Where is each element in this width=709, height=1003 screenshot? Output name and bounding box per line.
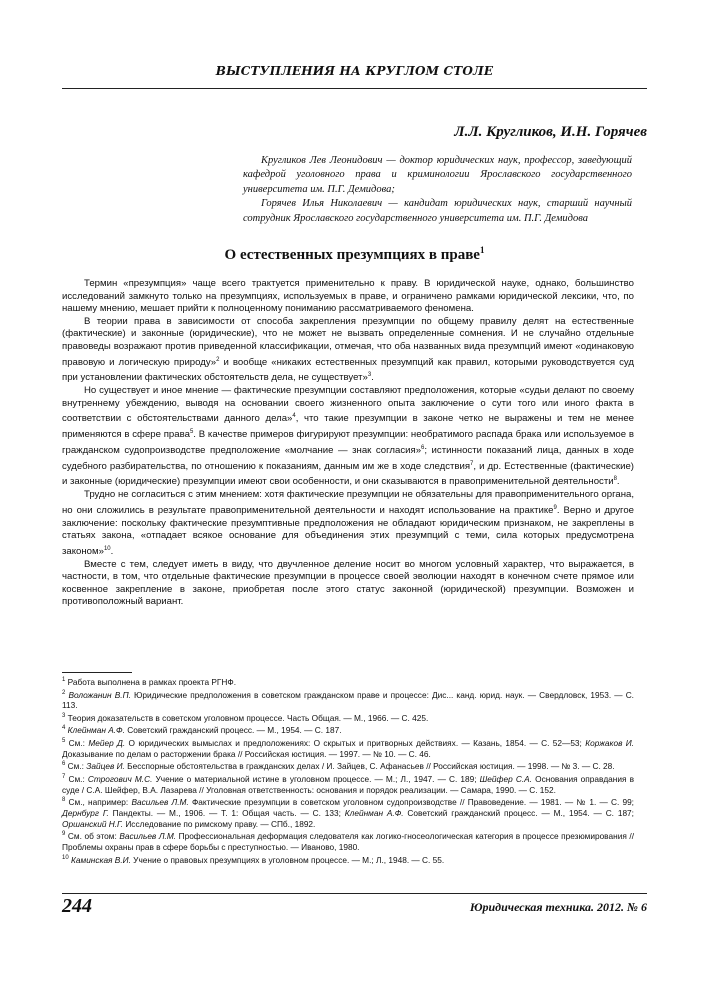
footnotes bbox=[62, 675, 634, 865]
paragraph-4: Трудно не согласиться с этим мнением: хотя фактические презумпции не обязательны для правоприменительного органа, но они сложились в результате правоприменительной деятельности и находят использование на практике$^9$. Верно и другое заключение: поскольку фактические презумптивные предположения не обладают юридическим признаком, не закреплены в статьях закона, «отпадает всякое основание для объединения этих презумпций с теми, сила которых предусмотрена законом»$^{10}$. bbox=[62, 489, 635, 557]
affiliation-kruglikov: Кругликов Лев Леонидович — доктор юридических наук, профессор, заведующий кафедрой уголовного права и криминологии Ярославского государственного университета им. П.Г. Демидова; bbox=[243, 155, 632, 195]
header-rule bbox=[62, 88, 647, 89]
paragraph-5: Вместе с тем, следует иметь в виду, что двучленное деление носит во многом условный характер, что выражается, в частности, в том, что отдельные фактические презумпции в процессе своей эволюции находят в конечном счете прямое или косвенное закрепление в законе, приобретая после этого статус законной (юридической) презумпции. Возможен и противоположный вариант. bbox=[62, 558, 634, 608]
footnote-3: $^3$ Теория доказательств в советском уголовном процессе. Часть Общая. — М., 1966. — С. 425. bbox=[62, 712, 429, 723]
footnote-9: $^9$ См. об этом: Васильев Л.М. Профессиональная деформация следователя как логико-гносеологическая категория в процессе презюмирования // Проблемы охраны прав в сфере борьбы с преступностью. — Иваново, 1980. bbox=[62, 831, 634, 853]
footnote-1: $^1$ Работа выполнена в рамках проекта РГНФ. bbox=[62, 676, 237, 687]
author-affiliations bbox=[243, 154, 632, 226]
footnote-5: $^5$ См.: Мейер Д. О юридических вымыслах и предположениях: О скрытых и притворных действиях. — Казань, 1854. — С. 52—53; Коржаков И. Доказывание по делам о расторжении брака // Российская юстиция. — 1997. — № 10. — С. 46. bbox=[62, 737, 634, 759]
title-footnote-ref: 1 bbox=[479, 245, 485, 255]
footnote-rule bbox=[62, 672, 132, 673]
footnote-4: $^4$ Клейнман А.Ф. Советский гражданский процесс. — М., 1954. — С. 187. bbox=[62, 725, 342, 736]
paragraph-1: Термин «презумпция» чаще всего трактуется применительно к праву. В юридической науке, однако, большинство исследований замкнуто только на презумпциях, используемых в праве, и ограничено рамками юридической лексики, что, по нашему мнению, мешает прийти к полноценному пониманию рассматриваемого феномена. bbox=[62, 278, 634, 315]
journal-citation: Юридическая техника. 2012. № 6 bbox=[469, 900, 647, 914]
footnote-10: $^{10}$ Каминская В.И. Учение о правовых презумпциях в уголовном процессе. — М.; Л., 1948. — С. 55. bbox=[62, 854, 445, 865]
title-text: О естественных презумпциях в праве bbox=[224, 247, 480, 263]
running-header: ВЫСТУПЛЕНИЯ НА КРУГЛОМ СТОЛЕ bbox=[215, 64, 494, 78]
paragraph-3: Но существует и иное мнение — фактические презумпции составляют предположения, которые «судьи делают по своему внутреннему убеждению, выводя на основании своего жизненного опыта заключение о сути того или иного факта в соответствии с обстоятельствами данного дела»$^4$, что такие презумпции в законе четко не выражены и тем не менее применяются в сфере права$^5$. В качестве примеров фигурируют презумпции: необратимого распада брака или используемое в гражданском судопроизводстве предположение «молчание — знак согласия»$^6$; истинности показаний лица, данных в ходе судебного разбирательства, по отношению к показаниям, данным им же в ходе следствия$^7$, и др. Естественные (фактические) и законные (юридические) презумпции имеют свои особенности, и они сказываются в правоприменительной деятельности$^8$. bbox=[62, 385, 634, 488]
affiliation-goryachev: Горячев Илья Николаевич — кандидат юридических наук, старший научный сотрудник Ярославского государственного университета им. П.Г. Демидова bbox=[243, 198, 632, 224]
page-number: 244 bbox=[62, 895, 92, 917]
article-body bbox=[62, 278, 634, 609]
footnote-2: $^2$ Воложанин В.П. Юридические предположения в советском гражданском праве и процессе: Дис... канд. юрид. наук. — Свердловск, 1953. — С. 113. bbox=[62, 689, 634, 711]
paragraph-2: В теории права в зависимости от способа закрепления презумпции по общему правилу делят на естественные (фактические) и законные (юридические), что не может не вызвать определенные сомнения. И не случайно отдельные правоведы возражают против приведенной классификации, отмечая, что оба названных вида презумпций имеют «одинаковую правовую и логическую природу»$^2$ и вообще «никаких естественных презумпций как правил, которыми руководствуется суд при установлении фактических обстоятельств дела, не существует»$^3$. bbox=[62, 315, 634, 384]
footnote-8: $^8$ См., например: Васильев Л.М. Фактические презумпции в советском уголовном судопроизводстве // Правоведение. — 1981. — № 1. — С. 99; Дернбург Г. Пандекты. — М., 1906. — Т. 1: Общая часть. — С. 133; Клейнман А.Ф. Советский гражданский процесс. — М., 1954. — С. 187; Оршанский Н.Г. Исследование по римскому праву. — СПб., 1892. bbox=[62, 797, 634, 829]
footnote-7: $^7$ См.: Строгович М.С. Учение о материальной истине в уголовном процессе. — М.; Л., 1947. — С. 189; Шейфер С.А. Основания оправдания в суде / С.А. Шейфер, В.А. Лазарева // Уголовная ответственность: основания и порядок реализации. — Самара, 1990. — С. 152. bbox=[62, 773, 635, 795]
footer-rule bbox=[62, 893, 647, 894]
article-authors: Л.Л. Кругликов, И.Н. Горячев bbox=[454, 124, 647, 140]
article-title bbox=[62, 245, 647, 264]
footnote-6: $^6$ См.: Зайцев И. Бесспорные обстоятельства в гражданских делах / И. Зайцев, С. Афанасьев // Российская юстиция. — 1998. — № 3. — С. 28. bbox=[62, 761, 615, 772]
